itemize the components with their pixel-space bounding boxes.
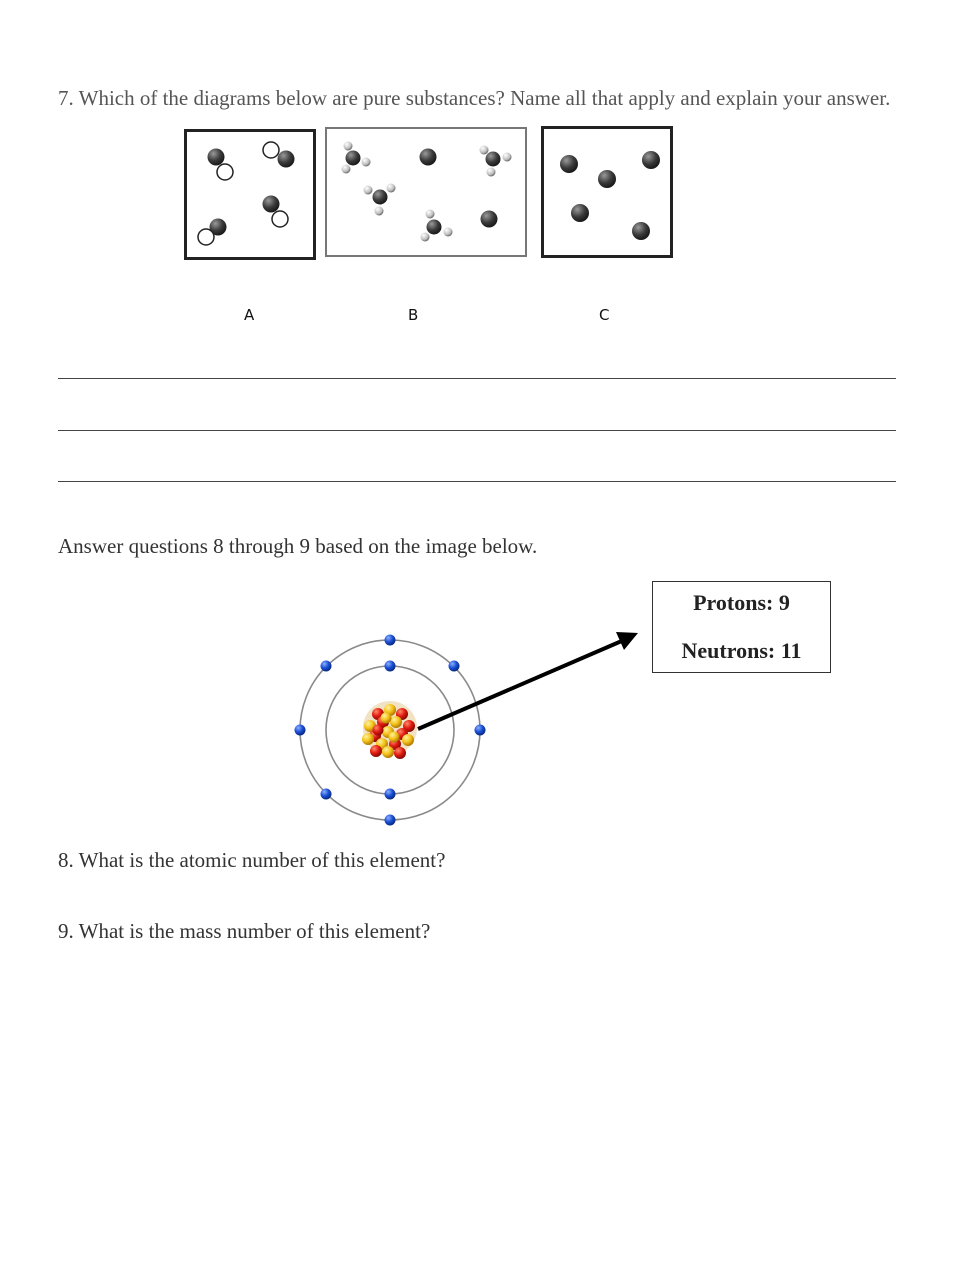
electron (385, 815, 396, 826)
atom-info-box (652, 581, 831, 673)
electron (321, 661, 332, 672)
answer-line-1[interactable] (58, 378, 896, 379)
protons-count: Protons: 9 (693, 590, 790, 615)
diagram-c-atoms (544, 129, 670, 255)
electron (295, 725, 306, 736)
electron (385, 661, 396, 672)
diagram-label-a: A (244, 306, 255, 324)
instructions-text: Answer questions 8 through 9 based on the image below. (58, 534, 538, 558)
electron (385, 635, 396, 646)
question-8: 8. What is the atomic number of this element? (58, 848, 446, 872)
diagram-a (184, 129, 316, 260)
question-9: 9. What is the mass number of this element? (58, 919, 431, 943)
answer-line-2[interactable] (58, 430, 896, 431)
pointer-arrow (410, 620, 650, 740)
diagram-label-c: C (599, 306, 610, 324)
diagram-c (541, 126, 673, 258)
diagram-b (325, 127, 527, 257)
diagram-b-molecules (327, 129, 525, 255)
answer-line-3[interactable] (58, 481, 896, 482)
electron (385, 789, 396, 800)
diagram-a-molecules (187, 132, 313, 257)
neutrons-count: Neutrons: 11 (681, 638, 802, 663)
diagram-label-b: B (408, 306, 419, 324)
question-7: 7. Which of the diagrams below are pure substances? Name all that apply and explain your answer. (58, 86, 891, 110)
nucleus (362, 701, 417, 759)
electron (321, 789, 332, 800)
